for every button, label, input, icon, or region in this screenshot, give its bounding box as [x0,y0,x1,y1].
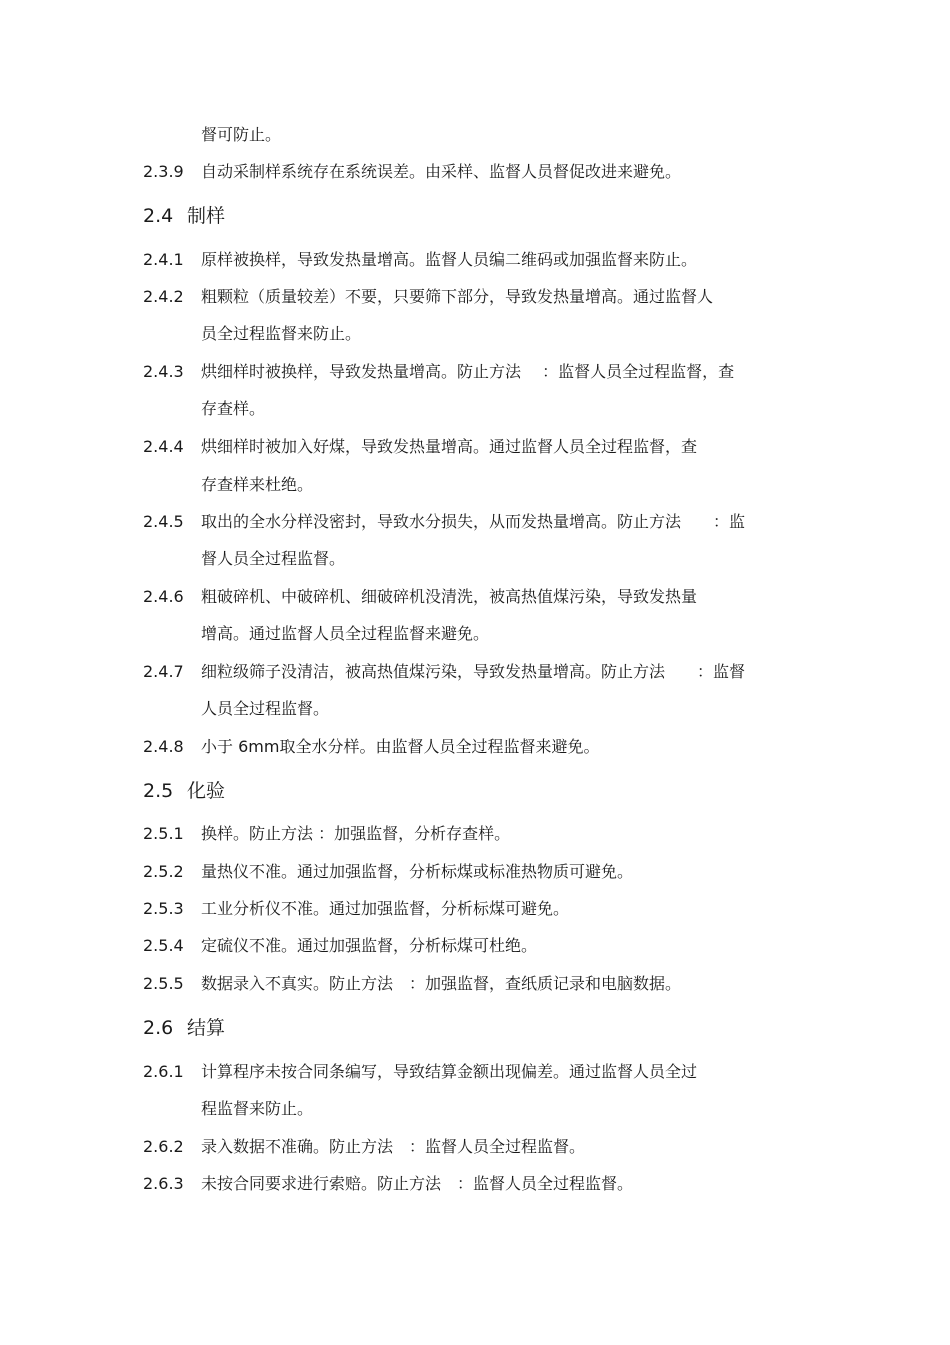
item-number: 2.5.4 [143,936,184,955]
body-line [143,548,810,570]
section-number: 2.6 [143,1017,174,1039]
item-text: 督可防止。 [201,125,282,144]
item-text: 工业分析仪不准。通过加强监督，分析标煤可避免。 [201,899,570,918]
item-text: 人员全过程监督。 [201,699,330,718]
body-line [143,1136,810,1158]
item-text: 原样被换样，导致发热量增高。监督人员编二维码或加强监督来防止。 [201,250,698,269]
body-line [143,861,810,883]
item-number: 2.4.6 [143,587,184,606]
item-number: 2.4.8 [143,737,184,756]
body-line [143,511,810,533]
body-line [143,973,810,995]
item-text: 存查样。 [201,399,266,418]
item-text: 小于 6mm取全水分样。由监督人员全过程监督来避免。 [201,737,600,756]
item-text: 督人员全过程监督。 [201,549,346,568]
section-heading [143,1015,810,1041]
body-line [143,623,810,645]
item-number: 2.4.2 [143,287,184,306]
item-text: 自动采制样系统存在系统误差。由采样、监督人员督促改进来避免。 [201,162,682,181]
item-number: 2.5.1 [143,824,184,843]
section-title: 制样 [187,205,226,227]
section-heading [143,778,810,804]
body-line [143,661,810,683]
section-title: 化验 [187,780,226,802]
item-text: 程监督来防止。 [201,1099,314,1118]
item-text: 粗破碎机、中破碎机、细破碎机没清洗，被高热值煤污染，导致发热量 [201,587,698,606]
item-number: 2.5.2 [143,862,184,881]
item-text: 存查样来杜绝。 [201,475,314,494]
item-number: 2.4.4 [143,437,184,456]
section-heading [143,203,810,229]
item-number: 2.4.1 [143,250,184,269]
body-line [143,249,810,271]
item-number: 2.6.1 [143,1062,184,1081]
section-title: 结算 [187,1017,226,1039]
body-line [143,736,810,758]
body-line [143,898,810,920]
item-number: 2.3.9 [143,162,184,181]
item-text: 计算程序未按合同条编写，导致结算金额出现偏差。通过监督人员全过 [201,1062,698,1081]
body-line [143,698,810,720]
section-number: 2.4 [143,205,174,227]
item-number: 2.4.7 [143,662,184,681]
section-number: 2.5 [143,780,174,802]
item-number: 2.5.5 [143,974,184,993]
item-text: 换样。防止方法 ：加强监督，分析存查样。 [201,824,511,843]
item-number: 2.6.2 [143,1137,184,1156]
body-line [143,436,810,458]
body-line [143,286,810,308]
body-line [143,935,810,957]
body-line [143,1061,810,1083]
item-number: 2.4.5 [143,512,184,531]
body-line [143,1173,810,1195]
item-text: 增高。通过监督人员全过程监督来避免。 [201,624,490,643]
item-text: 定硫仪不准。通过加强监督，分析标煤可杜绝。 [201,936,538,955]
item-number: 2.4.3 [143,362,184,381]
body-line [143,398,810,420]
body-line [143,161,810,183]
body-line [143,1098,810,1120]
body-line [143,474,810,496]
body-line [143,823,810,845]
body-line [143,361,810,383]
item-text: 量热仪不准。通过加强监督，分析标煤或标准热物质可避免。 [201,862,634,881]
item-text: 取出的全水分样没密封，导致水分损失，从而发热量增高。防止方法 ：监 [201,512,746,531]
item-number: 2.5.3 [143,899,184,918]
item-text: 录入数据不准确。防止方法 ：监督人员全过程监督。 [201,1137,586,1156]
item-text: 烘细样时被换样，导致发热量增高。防止方法 ：监督人员全过程监督，查 [201,362,735,381]
item-text: 数据录入不真实。防止方法 ：加强监督，查纸质记录和电脑数据。 [201,974,682,993]
item-number: 2.6.3 [143,1174,184,1193]
body-line [143,124,810,146]
item-text: 员全过程监督来防止。 [201,324,362,343]
body-line [143,586,810,608]
item-text: 粗颗粒（质量较差）不要，只要筛下部分，导致发热量增高。通过监督人 [201,287,714,306]
item-text: 未按合同要求进行索赔。防止方法 ：监督人员全过程监督。 [201,1174,634,1193]
body-line [143,323,810,345]
item-text: 细粒级筛子没清洁，被高热值煤污染，导致发热量增高。防止方法 ：监督 [201,662,746,681]
item-text: 烘细样时被加入好煤，导致发热量增高。通过监督人员全过程监督，查 [201,437,698,456]
